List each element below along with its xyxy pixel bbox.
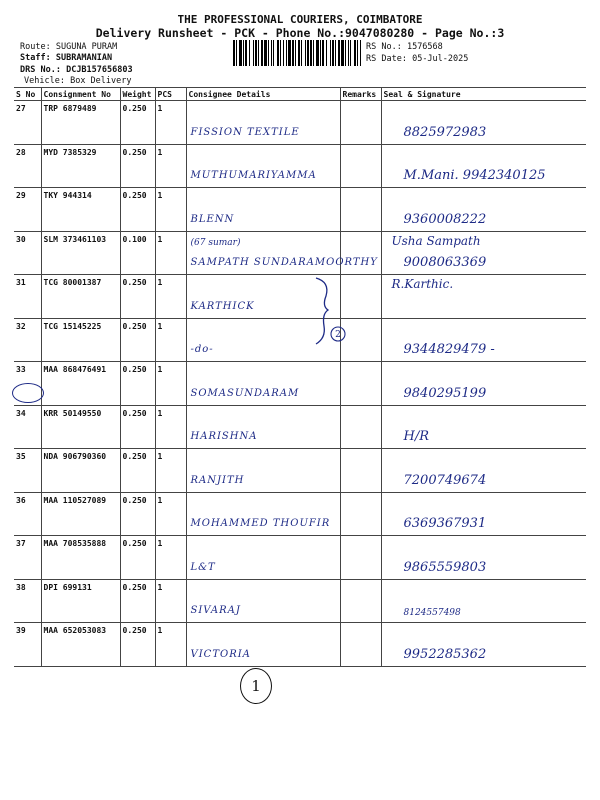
- cell-pcs: 1: [155, 536, 186, 580]
- signature-name: Usha Sampath: [391, 233, 481, 248]
- signature-phone: 9840295199: [403, 385, 487, 401]
- signature-name: R.Karthic.: [391, 277, 454, 291]
- consignee-name: BLENN: [190, 213, 235, 225]
- cell-sno: 31: [14, 275, 41, 319]
- cell-sno: 33: [14, 362, 41, 406]
- route-line: Route: SUGUNA PURAM: [20, 42, 118, 52]
- cell-sno: 35: [14, 449, 41, 493]
- cell-consignee: [186, 536, 340, 580]
- cell-weight: 0.250: [120, 492, 155, 536]
- bracket-count: 2: [335, 330, 341, 340]
- table-row: [14, 492, 586, 536]
- cell-consignee: [186, 449, 340, 493]
- cell-weight: 0.250: [120, 275, 155, 319]
- cell-consignee: [186, 405, 340, 449]
- consignee-name: -do-: [190, 344, 214, 355]
- cell-remarks: [340, 579, 381, 623]
- cell-signature: [381, 318, 586, 362]
- consignee-name: MOHAMMED THOUFIR: [190, 518, 331, 529]
- signature-phone: 8124557498: [403, 608, 461, 618]
- cell-signature: [381, 188, 586, 232]
- cell-sno: 34: [14, 405, 41, 449]
- col-remarks: Remarks: [340, 88, 381, 101]
- cell-signature: [381, 362, 586, 406]
- cell-weight: 0.250: [120, 623, 155, 667]
- cell-signature: [381, 579, 586, 623]
- consignee-name: SAMPATH SUNDARAMOORTHY: [190, 257, 378, 268]
- col-consignee: Consignee Details: [186, 88, 340, 101]
- cell-consignment: MAA 868476491: [41, 362, 120, 406]
- table-row: [14, 231, 586, 275]
- col-signature: Seal & Signature: [381, 88, 586, 101]
- cell-signature: [381, 101, 586, 145]
- cell-consignee: [186, 492, 340, 536]
- cell-sno: 30: [14, 231, 41, 275]
- cell-consignee: [186, 362, 340, 406]
- consignee-note: (67 sumar): [190, 237, 241, 248]
- cell-pcs: 1: [155, 623, 186, 667]
- staff-line: Staff: SUBRAMANIAN: [20, 53, 113, 63]
- cell-sno: 36: [14, 492, 41, 536]
- cell-remarks: [340, 362, 381, 406]
- table-row: [14, 362, 586, 406]
- runsheet-subtitle: Delivery Runsheet - PCK - Phone No.:9047080280 - Page No.:3: [95, 26, 505, 40]
- cell-signature: [381, 536, 586, 580]
- table-row: [14, 101, 586, 145]
- signature-phone: M.Mani. 9942340125: [403, 168, 546, 183]
- consignee-name: MUTHUMARIYAMMA: [190, 170, 317, 181]
- cell-consignment: DPI 699131: [41, 579, 120, 623]
- consignee-name: SIVARAJ: [190, 605, 241, 616]
- drs-line: DRS No.: DCJB157656803: [20, 65, 133, 75]
- company-title: THE PROFESSIONAL COURIERS, COIMBATORE: [177, 13, 423, 26]
- cell-consignment: TRP 6879489: [41, 101, 120, 145]
- cell-consignee: [186, 188, 340, 232]
- consignee-name: VICTORIA: [190, 648, 251, 660]
- cell-consignee: [186, 231, 378, 275]
- consignee-name: RANJITH: [190, 474, 245, 486]
- cell-remarks: [340, 449, 381, 493]
- cell-pcs: 1: [155, 449, 186, 493]
- cell-sno: 39: [14, 623, 41, 667]
- table-row: [14, 275, 586, 319]
- barcode-icon: [233, 40, 361, 66]
- rs-date-line: RS Date: 05-Jul-2025: [366, 54, 469, 64]
- table-row: [14, 579, 586, 623]
- table-row: [14, 536, 586, 580]
- cell-pcs: 1: [155, 492, 186, 536]
- cell-pcs: 1: [155, 362, 186, 406]
- signature-phone: 6369367931: [403, 516, 487, 531]
- consignee-name: FISSION TEXTILE: [190, 126, 300, 138]
- cell-pcs: 1: [155, 231, 186, 275]
- cell-weight: 0.250: [120, 362, 155, 406]
- cell-consignee: [186, 144, 340, 188]
- cell-signature: [381, 492, 586, 536]
- cell-sno: 27: [14, 101, 41, 145]
- row-34-circle-mark: [12, 383, 44, 403]
- cell-pcs: 1: [155, 144, 186, 188]
- cell-weight: 0.250: [120, 405, 155, 449]
- cell-weight: 0.250: [120, 101, 155, 145]
- cell-signature: [381, 405, 586, 449]
- bracket-annotation-icon: [308, 276, 348, 346]
- cell-consignment: SLM 373461103: [41, 231, 120, 275]
- cell-signature: [381, 449, 586, 493]
- cell-pcs: 1: [155, 188, 186, 232]
- table-row: [14, 449, 586, 493]
- signature-phone: 9008063369: [403, 255, 487, 270]
- cell-consignment: MAA 652053083: [41, 623, 120, 667]
- cell-sno: 38: [14, 579, 41, 623]
- table-row: [14, 144, 586, 188]
- col-consignment: Consignment No: [41, 88, 120, 101]
- signature-phone: 8825972983: [403, 124, 487, 140]
- cell-remarks: [340, 101, 381, 145]
- cell-consignment: MYD 7385329: [41, 144, 120, 188]
- table-row: [14, 405, 586, 449]
- cell-pcs: 1: [155, 405, 186, 449]
- cell-weight: 0.250: [120, 318, 155, 362]
- signature-phone: 9865559803: [403, 559, 487, 575]
- signature-phone: 9952285362: [403, 646, 487, 662]
- table-header-row: [14, 88, 586, 101]
- page-mark: 1: [240, 668, 272, 704]
- cell-remarks: [340, 144, 381, 188]
- cell-weight: 0.100: [120, 231, 155, 275]
- cell-remarks: [340, 623, 381, 667]
- signature-phone: H/R: [403, 429, 430, 444]
- cell-remarks: [340, 231, 381, 275]
- cell-consignment: TCG 15145225: [41, 318, 120, 362]
- table-row: [14, 188, 586, 232]
- table-row: [14, 318, 586, 362]
- cell-weight: 0.250: [120, 536, 155, 580]
- cell-consignment: TCG 80001387: [41, 275, 120, 319]
- signature-phone: 9360008222: [403, 211, 487, 227]
- cell-consignment: MAA 110527089: [41, 492, 120, 536]
- cell-pcs: 1: [155, 318, 186, 362]
- cell-consignment: KRR 50149550: [41, 405, 120, 449]
- cell-consignment: NDA 906790360: [41, 449, 120, 493]
- vehicle-line: Vehicle: Box Delivery: [24, 76, 132, 86]
- cell-consignment: TKY 944314: [41, 188, 120, 232]
- consignee-name: HARISHNA: [190, 431, 258, 442]
- cell-weight: 0.250: [120, 188, 155, 232]
- consignee-name: SOMASUNDARAM: [190, 387, 300, 399]
- cell-signature: [381, 231, 586, 275]
- cell-weight: 0.250: [120, 144, 155, 188]
- cell-consignment: MAA 708535888: [41, 536, 120, 580]
- cell-sno: 37: [14, 536, 41, 580]
- cell-remarks: [340, 188, 381, 232]
- cell-pcs: 1: [155, 579, 186, 623]
- cell-sno: 28: [14, 144, 41, 188]
- cell-weight: 0.250: [120, 449, 155, 493]
- col-weight: Weight: [120, 88, 155, 101]
- cell-signature: [381, 623, 586, 667]
- cell-remarks: [340, 536, 381, 580]
- cell-consignee: [186, 579, 340, 623]
- cell-sno: 29: [14, 188, 41, 232]
- runsheet-table: [14, 87, 586, 667]
- rs-no-line: RS No.: 1576568: [366, 42, 443, 52]
- consignee-name: L&T: [190, 561, 216, 573]
- cell-signature: [381, 144, 586, 188]
- signature-phone: 9344829479 -: [403, 342, 495, 357]
- consignee-name: KARTHICK: [190, 300, 255, 312]
- cell-remarks: [340, 405, 381, 449]
- cell-weight: 0.250: [120, 579, 155, 623]
- cell-sno: 32: [14, 318, 41, 362]
- table-row: [14, 623, 586, 667]
- cell-pcs: 1: [155, 101, 186, 145]
- cell-consignee: [186, 101, 340, 145]
- cell-signature: [381, 275, 586, 319]
- cell-pcs: 1: [155, 275, 186, 319]
- cell-consignee: [186, 623, 340, 667]
- col-sno: S No: [14, 88, 41, 101]
- cell-remarks: [340, 492, 381, 536]
- col-pcs: PCS: [155, 88, 186, 101]
- signature-phone: 7200749674: [403, 472, 487, 488]
